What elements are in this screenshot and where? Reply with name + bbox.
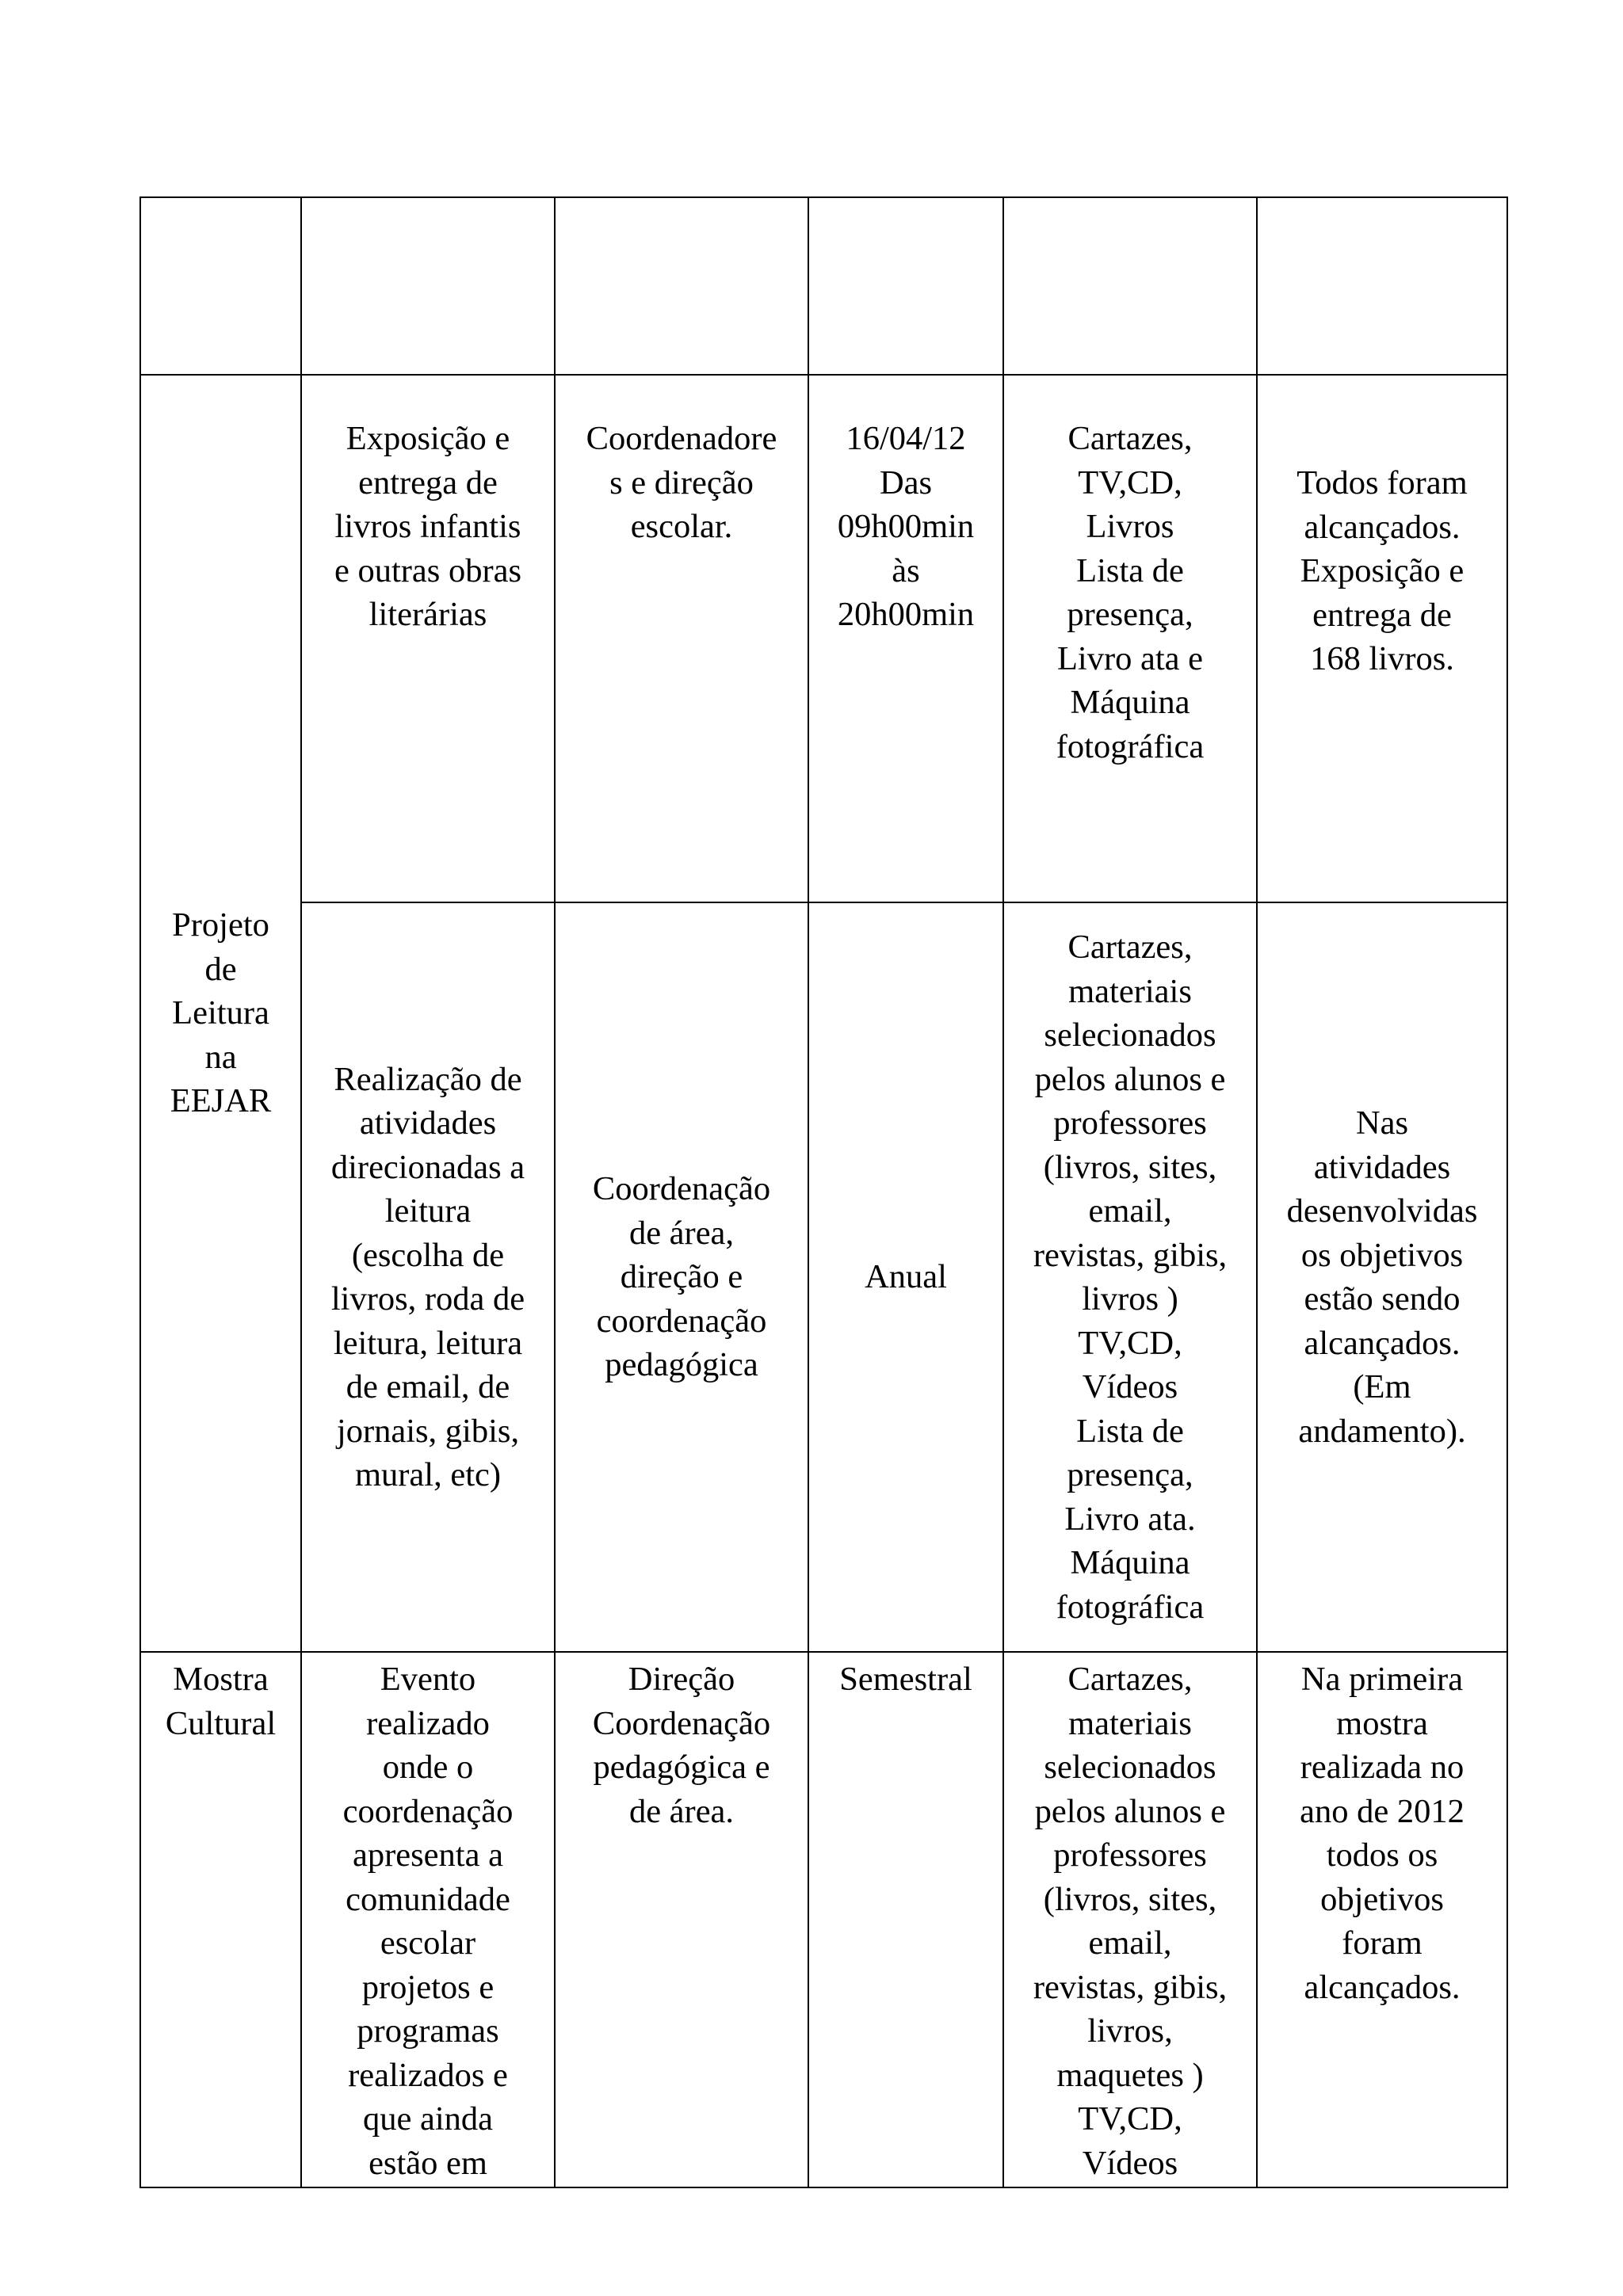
table-row xyxy=(140,375,1507,902)
resources-cell: Cartazes, materiais selecionados pelos alunos e professores (livros, sites, email, revistas, gibis, livros, maquetes ) TV,CD, Vídeos xyxy=(1003,1652,1257,2187)
table-cell xyxy=(301,197,555,375)
responsible-cell: Coordenação de área, direção e coordenação pedagógica xyxy=(555,902,808,1652)
table-cell xyxy=(1257,197,1507,375)
activity-cell: Evento realizado onde o coordenação apresenta a comunidade escolar projetos e programas realizados e que ainda estão em xyxy=(301,1652,555,2187)
results-cell: Nas atividades desenvolvidas os objetivos estão sendo alcançados. (Em andamento). xyxy=(1257,902,1507,1652)
table-cell xyxy=(140,197,301,375)
period-cell: Anual xyxy=(808,902,1003,1652)
resources-cell: Cartazes, TV,CD, Livros Lista de presença, Livro ata e Máquina fotográfica xyxy=(1003,375,1257,902)
responsible-cell: Coordenadore s e direção escolar. xyxy=(555,375,808,902)
project-name-cell: Mostra Cultural xyxy=(140,1652,301,2187)
table-row xyxy=(140,1652,1507,2187)
table-cell xyxy=(808,197,1003,375)
table-row xyxy=(140,902,1507,1652)
activity-cell: Realização de atividades direcionadas a leitura (escolha de livros, roda de leitura, leitura de email, de jornais, gibis, mural, etc) xyxy=(301,902,555,1652)
results-cell: Todos foram alcançados. Exposição e entrega de 168 livros. xyxy=(1257,375,1507,902)
activities-table xyxy=(139,196,1508,2188)
responsible-cell: Direção Coordenação pedagógica e de área. xyxy=(555,1652,808,2187)
activity-cell: Exposição e entrega de livros infantis e outras obras literárias xyxy=(301,375,555,902)
project-name-cell: Projeto de Leitura na EEJAR xyxy=(140,375,301,1652)
period-cell: Semestral xyxy=(808,1652,1003,2187)
table-row xyxy=(140,197,1507,375)
period-cell: 16/04/12 Das 09h00min às 20h00min xyxy=(808,375,1003,902)
table-cell xyxy=(555,197,808,375)
table-cell xyxy=(1003,197,1257,375)
resources-cell: Cartazes, materiais selecionados pelos alunos e professores (livros, sites, email, revistas, gibis, livros ) TV,CD, Vídeos Lista de presença, Livro ata. Máquina fotográfica xyxy=(1003,902,1257,1652)
results-cell: Na primeira mostra realizada no ano de 2012 todos os objetivos foram alcançados. xyxy=(1257,1652,1507,2187)
